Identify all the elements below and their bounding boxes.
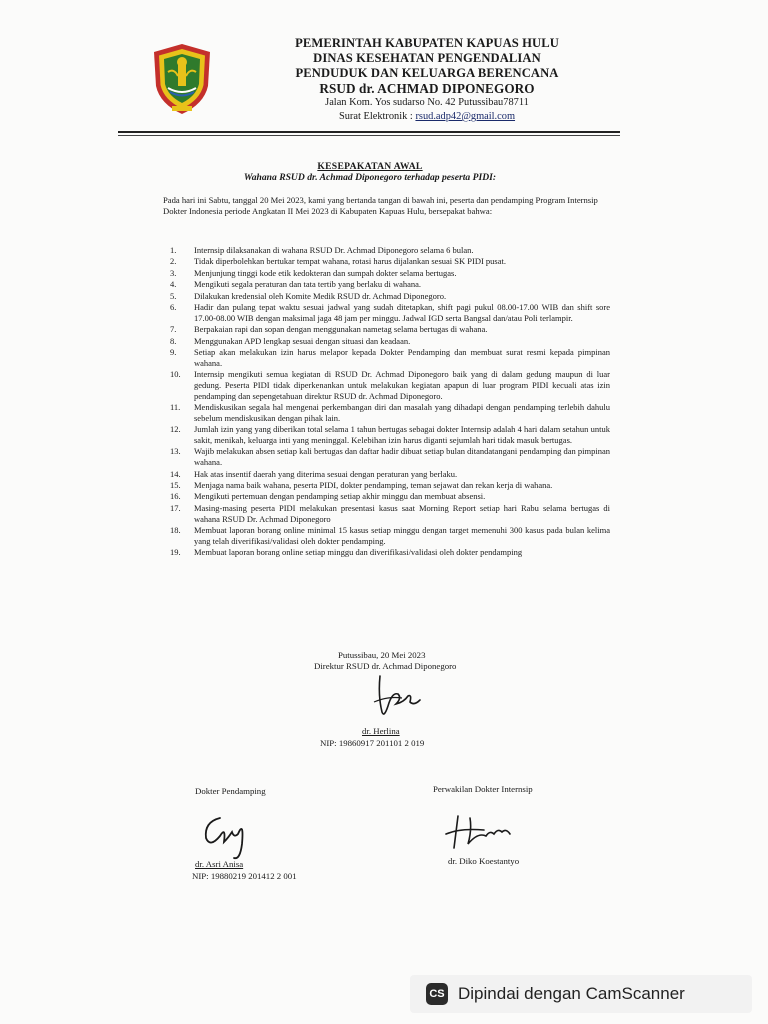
intern-rep-role: Perwakilan Dokter Internsip	[433, 784, 533, 794]
place-date: Putussibau, 20 Mei 2023	[338, 650, 426, 660]
list-item: 11. Mendiskusikan segala hal mengenai perkembangan diri dan masalah yang dihadapi dengan pendamping terlebih dahulu sebelum mendiskusikan dengan pihak lain.	[170, 402, 610, 423]
list-item: 19. Membuat laporan borang online setiap minggu dan diverifikasi/validasi oleh dokter pendamping	[170, 547, 523, 558]
director-role: Direktur RSUD dr. Achmad Diponegoro	[314, 661, 457, 671]
title-heading: KESEPAKATAN AWAL	[317, 161, 423, 172]
supervisor-role: Dokter Pendamping	[195, 786, 266, 796]
list-item: 10. Internsip mengikuti semua kegiatan di RSUD Dr. Achmad Diponegoro baik yang di dalam gedung maupun di luar gedung. Peserta PIDI tidak diperkenankan untuk melakukan kegiatan apapun di luar program PIDI kecuali atas izin pendamping dan sepengetahuan direktur RSUD dr. Achmad Diponegoro.	[170, 369, 610, 401]
list-item: 8. Menggunakan APD lengkap sesuai dengan situasi dan keadaan.	[170, 335, 411, 346]
intern-rep-name: dr. Diko Koestantyo	[448, 856, 520, 866]
supervisor-signature	[198, 808, 268, 864]
header-line-agency: DINAS KESEHATAN PENGENDALIAN	[313, 51, 541, 65]
header-email-line	[262, 110, 592, 124]
list-item: 13. Wajib melakukan absen setiap kali bertugas dan daftar hadir dibuat setiap bulan ditandatangani pendamping dan pimpinan wahana.	[170, 446, 610, 468]
list-item: 18. Membuat laporan borang online minimal 15 kasus setiap minggu dengan target memenuhi 300 kasus pada bulan kelima yang telah diverifikasi/validasi oleh dokter pendamping.	[170, 525, 610, 546]
email-label: Surat Elektronik :	[338, 111, 413, 122]
list-item: 16. Mengikuti pertemuan dengan pendamping setiap akhir minggu dan membuat absensi.	[170, 491, 486, 502]
list-item: 12. Jumlah izin yang yang diberikan total selama 1 tahun bertugas sebagai dokter Internsip adalah 4 hari dalam setahun untuk sakit, menikah, keluarga inti yang meninggal. Kelebihan izin harus diganti sejumlah hari tidak masuk bertugas.	[170, 424, 610, 446]
director-signature	[368, 672, 428, 722]
list-item: 17. Masing-masing peserta PIDI melakukan presentasi kasus saat Morning Report setiap hari Rabu selama bertugas di wahana RSUD Dr. Achmad Diponegoro	[170, 502, 610, 524]
director-nip: NIP: 19860917 201101 2 019	[320, 738, 425, 748]
list-item: 9. Setiap akan melakukan izin harus melapor kepada Dokter Pendamping dan membuat surat resmi kepada pimpinan wahana.	[170, 346, 610, 368]
header-line-government: PEMERINTAH KABUPATEN KAPUAS HULU	[295, 36, 559, 50]
header-line-agency-2: PENDUDUK DAN KELUARGA BERENCANA	[295, 66, 559, 80]
list-item: 7. Berpakaian rapi dan sopan dengan menggunakan nametag selama bertugas di wahana.	[170, 324, 488, 335]
letterhead	[262, 36, 592, 124]
camscanner-icon: CS	[426, 983, 448, 1005]
intro-paragraph: Pada hari ini Sabtu, tanggal 20 Mei 2023, kami yang bertanda tangan di bawah ini, peserta dan pendamping Program Internsip Dokter Indonesia periode Angkatan II Mei 2023 di Kabupaten Kapuas Hulu, bersepakat bahwa:	[163, 195, 598, 217]
camscanner-watermark	[410, 975, 752, 1013]
list-item: 3. Menjunjung tinggi kode etik kedokteran dan sumpah dokter selama bertugas.	[170, 267, 457, 278]
list-item: 6. Hadir dan pulang tepat waktu sesuai jadwal yang sudah ditetapkan, shift pagi pukul 08.00-17.00 WIB dan shift sore 17.00-08.00 WIB dengan maksimal jaga 48 jam per minggu. Jadwal IGD serta Bangsal dan/atau Poli terlampir.	[170, 301, 610, 323]
list-item: 5. Dilakukan kredensial oleh Komite Medik RSUD dr. Achmad Diponegoro.	[170, 290, 447, 301]
list-item: 4. Mengikuti segala peraturan dan tata tertib yang berlaku di wahana.	[170, 279, 422, 290]
header-divider-thick	[118, 131, 620, 133]
list-item: 1. Internsip dilaksanakan di wahana RSUD Dr. Achmad Diponegoro selama 6 bulan.	[170, 245, 474, 255]
director-name: dr. Herlina	[362, 726, 400, 736]
camscanner-label: Dipindai dengan CamScanner	[458, 984, 685, 1003]
supervisor-nip: NIP: 19880219 201412 2 001	[192, 871, 297, 881]
list-item: 2. Tidak diperbolehkan bertukar tempat wahana, rotasi harus dijalankan sesuai SK PIDI pusat.	[170, 256, 506, 267]
supervisor-name: dr. Asri Anisa	[195, 859, 244, 869]
header-divider-thin	[118, 135, 620, 136]
title-subheading: Wahana RSUD dr. Achmad Diponegoro terhadap peserta PIDI:	[243, 172, 497, 183]
list-item: 14. Hak atas insentif daerah yang diterima sesuai dengan peraturan yang berlaku.	[170, 468, 458, 479]
intern-representative-signature	[440, 810, 520, 854]
header-address: Jalan Kom. Yos sudarso No. 42 Putussibau78711	[325, 97, 529, 108]
agreement-terms-list	[170, 245, 610, 559]
list-item: 15. Menjaga nama baik wahana, peserta PIDI, dokter pendamping, teman sejawat dan rekan kerja di wahana.	[170, 480, 553, 491]
email-address: rsud.adp42@gmail.com	[415, 111, 516, 122]
header-line-hospital: RSUD dr. ACHMAD DIPONEGORO	[319, 81, 535, 96]
document-title	[160, 161, 580, 184]
regency-crest-logo	[150, 42, 214, 116]
